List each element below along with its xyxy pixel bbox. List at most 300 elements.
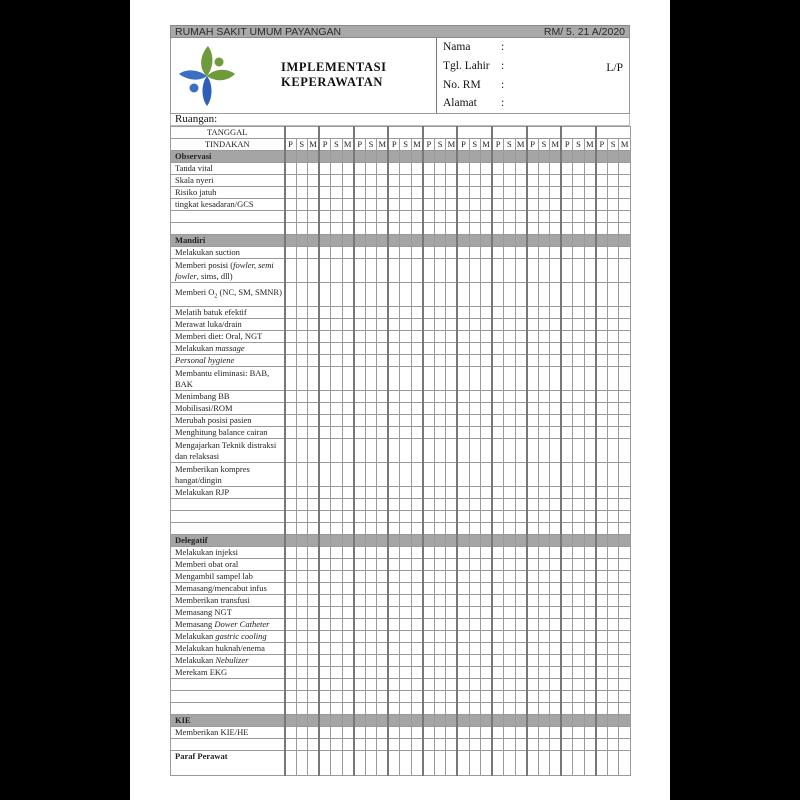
action-cell[interactable]	[561, 583, 573, 595]
empty-cell[interactable]	[584, 679, 596, 691]
empty-cell[interactable]	[584, 703, 596, 715]
action-cell[interactable]	[388, 163, 400, 175]
empty-cell[interactable]	[481, 499, 493, 511]
action-cell[interactable]	[619, 187, 631, 199]
action-cell[interactable]	[515, 199, 527, 211]
action-cell[interactable]	[527, 247, 539, 259]
action-cell[interactable]	[527, 607, 539, 619]
action-cell[interactable]	[411, 463, 423, 487]
action-cell[interactable]	[354, 631, 366, 643]
action-cell[interactable]	[400, 307, 412, 319]
action-cell[interactable]	[377, 343, 389, 355]
empty-cell[interactable]	[319, 499, 331, 511]
action-cell[interactable]	[584, 547, 596, 559]
action-cell[interactable]	[400, 607, 412, 619]
action-cell[interactable]	[584, 667, 596, 679]
action-cell[interactable]	[377, 175, 389, 187]
action-cell[interactable]	[607, 619, 619, 631]
action-cell[interactable]	[538, 247, 550, 259]
action-cell[interactable]	[423, 463, 435, 487]
action-cell[interactable]	[607, 391, 619, 403]
action-cell[interactable]	[515, 655, 527, 667]
empty-cell[interactable]	[481, 511, 493, 523]
empty-cell[interactable]	[331, 211, 343, 223]
signature-cell[interactable]	[527, 751, 539, 776]
empty-cell[interactable]	[550, 523, 562, 535]
action-cell[interactable]	[319, 463, 331, 487]
action-cell[interactable]	[377, 391, 389, 403]
empty-cell[interactable]	[504, 523, 516, 535]
empty-cell[interactable]	[423, 511, 435, 523]
action-cell[interactable]	[365, 307, 377, 319]
action-cell[interactable]	[308, 283, 320, 307]
signature-cell[interactable]	[481, 751, 493, 776]
empty-cell[interactable]	[319, 703, 331, 715]
action-cell[interactable]	[492, 331, 504, 343]
action-cell[interactable]	[285, 547, 297, 559]
action-cell[interactable]	[434, 163, 446, 175]
action-cell[interactable]	[481, 595, 493, 607]
action-cell[interactable]	[388, 655, 400, 667]
empty-cell[interactable]	[400, 739, 412, 751]
action-cell[interactable]	[504, 727, 516, 739]
action-cell[interactable]	[607, 187, 619, 199]
empty-cell[interactable]	[492, 691, 504, 703]
action-cell[interactable]	[285, 403, 297, 415]
action-cell[interactable]	[584, 619, 596, 631]
action-cell[interactable]	[481, 727, 493, 739]
action-cell[interactable]	[365, 607, 377, 619]
empty-cell[interactable]	[423, 211, 435, 223]
empty-cell[interactable]	[331, 739, 343, 751]
action-cell[interactable]	[504, 595, 516, 607]
action-cell[interactable]	[457, 355, 469, 367]
action-cell[interactable]	[446, 619, 458, 631]
action-cell[interactable]	[377, 643, 389, 655]
action-cell[interactable]	[550, 571, 562, 583]
action-cell[interactable]	[527, 727, 539, 739]
action-cell[interactable]	[365, 355, 377, 367]
empty-cell[interactable]	[550, 703, 562, 715]
action-cell[interactable]	[342, 439, 354, 463]
action-cell[interactable]	[538, 631, 550, 643]
action-cell[interactable]	[388, 187, 400, 199]
action-cell[interactable]	[446, 559, 458, 571]
action-cell[interactable]	[285, 307, 297, 319]
signature-cell[interactable]	[400, 751, 412, 776]
action-cell[interactable]	[492, 403, 504, 415]
empty-cell[interactable]	[492, 523, 504, 535]
empty-cell[interactable]	[561, 691, 573, 703]
action-cell[interactable]	[573, 283, 585, 307]
action-cell[interactable]	[365, 655, 377, 667]
signature-cell[interactable]	[607, 751, 619, 776]
empty-cell[interactable]	[492, 223, 504, 235]
action-cell[interactable]	[388, 463, 400, 487]
empty-cell[interactable]	[342, 739, 354, 751]
action-cell[interactable]	[285, 463, 297, 487]
date-cell[interactable]	[596, 127, 631, 139]
action-cell[interactable]	[434, 487, 446, 499]
action-cell[interactable]	[596, 307, 608, 319]
action-cell[interactable]	[423, 607, 435, 619]
action-cell[interactable]	[446, 343, 458, 355]
action-cell[interactable]	[308, 439, 320, 463]
empty-cell[interactable]	[434, 523, 446, 535]
action-cell[interactable]	[285, 391, 297, 403]
action-cell[interactable]	[365, 727, 377, 739]
empty-cell[interactable]	[308, 499, 320, 511]
action-cell[interactable]	[561, 559, 573, 571]
empty-cell[interactable]	[365, 511, 377, 523]
action-cell[interactable]	[308, 595, 320, 607]
action-cell[interactable]	[308, 655, 320, 667]
action-cell[interactable]	[354, 727, 366, 739]
empty-cell[interactable]	[342, 223, 354, 235]
empty-cell[interactable]	[619, 523, 631, 535]
empty-cell[interactable]	[538, 703, 550, 715]
action-cell[interactable]	[354, 259, 366, 283]
action-cell[interactable]	[400, 163, 412, 175]
action-cell[interactable]	[446, 259, 458, 283]
action-cell[interactable]	[492, 319, 504, 331]
action-cell[interactable]	[527, 571, 539, 583]
action-cell[interactable]	[446, 319, 458, 331]
action-cell[interactable]	[527, 631, 539, 643]
action-cell[interactable]	[411, 439, 423, 463]
action-cell[interactable]	[296, 667, 308, 679]
action-cell[interactable]	[469, 199, 481, 211]
action-cell[interactable]	[607, 427, 619, 439]
action-cell[interactable]	[550, 643, 562, 655]
action-cell[interactable]	[619, 331, 631, 343]
action-cell[interactable]	[515, 619, 527, 631]
action-cell[interactable]	[342, 463, 354, 487]
action-cell[interactable]	[319, 175, 331, 187]
action-cell[interactable]	[481, 643, 493, 655]
action-cell[interactable]	[331, 427, 343, 439]
action-cell[interactable]	[457, 631, 469, 643]
action-cell[interactable]	[400, 547, 412, 559]
action-cell[interactable]	[481, 319, 493, 331]
action-cell[interactable]	[504, 607, 516, 619]
empty-cell[interactable]	[388, 511, 400, 523]
action-cell[interactable]	[308, 415, 320, 427]
action-cell[interactable]	[377, 487, 389, 499]
action-cell[interactable]	[411, 667, 423, 679]
action-cell[interactable]	[584, 631, 596, 643]
action-cell[interactable]	[469, 391, 481, 403]
action-cell[interactable]	[331, 547, 343, 559]
action-cell[interactable]	[296, 547, 308, 559]
action-cell[interactable]	[527, 391, 539, 403]
empty-cell[interactable]	[596, 679, 608, 691]
empty-cell[interactable]	[619, 679, 631, 691]
action-cell[interactable]	[457, 607, 469, 619]
action-cell[interactable]	[469, 355, 481, 367]
action-cell[interactable]	[527, 367, 539, 391]
action-cell[interactable]	[550, 487, 562, 499]
action-cell[interactable]	[584, 487, 596, 499]
action-cell[interactable]	[573, 487, 585, 499]
action-cell[interactable]	[331, 667, 343, 679]
empty-cell[interactable]	[504, 679, 516, 691]
action-cell[interactable]	[481, 367, 493, 391]
action-cell[interactable]	[504, 259, 516, 283]
action-cell[interactable]	[377, 595, 389, 607]
action-cell[interactable]	[400, 631, 412, 643]
action-cell[interactable]	[619, 655, 631, 667]
action-cell[interactable]	[469, 547, 481, 559]
action-cell[interactable]	[561, 343, 573, 355]
empty-cell[interactable]	[342, 511, 354, 523]
action-cell[interactable]	[504, 175, 516, 187]
action-cell[interactable]	[377, 331, 389, 343]
action-cell[interactable]	[538, 583, 550, 595]
action-cell[interactable]	[527, 583, 539, 595]
action-cell[interactable]	[515, 163, 527, 175]
action-cell[interactable]	[400, 343, 412, 355]
action-cell[interactable]	[457, 367, 469, 391]
action-cell[interactable]	[550, 355, 562, 367]
action-cell[interactable]	[457, 667, 469, 679]
action-cell[interactable]	[561, 175, 573, 187]
action-cell[interactable]	[365, 259, 377, 283]
action-cell[interactable]	[296, 727, 308, 739]
action-cell[interactable]	[573, 355, 585, 367]
empty-label[interactable]	[171, 499, 285, 511]
action-cell[interactable]	[550, 199, 562, 211]
action-cell[interactable]	[411, 415, 423, 427]
empty-cell[interactable]	[457, 511, 469, 523]
action-cell[interactable]	[434, 259, 446, 283]
action-cell[interactable]	[584, 559, 596, 571]
action-cell[interactable]	[481, 391, 493, 403]
action-cell[interactable]	[388, 415, 400, 427]
action-cell[interactable]	[365, 619, 377, 631]
action-cell[interactable]	[285, 727, 297, 739]
action-cell[interactable]	[342, 283, 354, 307]
action-cell[interactable]	[561, 727, 573, 739]
action-cell[interactable]	[411, 607, 423, 619]
action-cell[interactable]	[388, 175, 400, 187]
action-cell[interactable]	[400, 559, 412, 571]
action-cell[interactable]	[538, 667, 550, 679]
action-cell[interactable]	[584, 355, 596, 367]
action-cell[interactable]	[365, 559, 377, 571]
action-cell[interactable]	[354, 343, 366, 355]
empty-cell[interactable]	[481, 523, 493, 535]
action-cell[interactable]	[285, 607, 297, 619]
action-cell[interactable]	[492, 427, 504, 439]
empty-cell[interactable]	[411, 739, 423, 751]
empty-cell[interactable]	[285, 223, 297, 235]
action-cell[interactable]	[354, 643, 366, 655]
action-cell[interactable]	[515, 667, 527, 679]
empty-cell[interactable]	[504, 703, 516, 715]
empty-cell[interactable]	[573, 679, 585, 691]
empty-cell[interactable]	[584, 691, 596, 703]
action-cell[interactable]	[515, 415, 527, 427]
action-cell[interactable]	[469, 439, 481, 463]
action-cell[interactable]	[377, 355, 389, 367]
action-cell[interactable]	[434, 283, 446, 307]
action-cell[interactable]	[481, 559, 493, 571]
action-cell[interactable]	[492, 367, 504, 391]
action-cell[interactable]	[411, 619, 423, 631]
action-cell[interactable]	[457, 415, 469, 427]
action-cell[interactable]	[481, 547, 493, 559]
action-cell[interactable]	[354, 283, 366, 307]
action-cell[interactable]	[342, 547, 354, 559]
action-cell[interactable]	[457, 559, 469, 571]
action-cell[interactable]	[492, 631, 504, 643]
action-cell[interactable]	[342, 163, 354, 175]
action-cell[interactable]	[365, 571, 377, 583]
action-cell[interactable]	[400, 487, 412, 499]
action-cell[interactable]	[573, 571, 585, 583]
signature-cell[interactable]	[619, 751, 631, 776]
action-cell[interactable]	[550, 403, 562, 415]
action-cell[interactable]	[584, 655, 596, 667]
action-cell[interactable]	[538, 463, 550, 487]
action-cell[interactable]	[354, 331, 366, 343]
action-cell[interactable]	[481, 403, 493, 415]
action-cell[interactable]	[296, 163, 308, 175]
action-cell[interactable]	[492, 463, 504, 487]
action-cell[interactable]	[365, 595, 377, 607]
action-cell[interactable]	[584, 283, 596, 307]
action-cell[interactable]	[354, 667, 366, 679]
action-cell[interactable]	[411, 427, 423, 439]
action-cell[interactable]	[285, 583, 297, 595]
empty-cell[interactable]	[492, 703, 504, 715]
action-cell[interactable]	[481, 199, 493, 211]
action-cell[interactable]	[457, 595, 469, 607]
action-cell[interactable]	[423, 595, 435, 607]
action-cell[interactable]	[469, 631, 481, 643]
action-cell[interactable]	[515, 571, 527, 583]
action-cell[interactable]	[354, 595, 366, 607]
empty-cell[interactable]	[434, 223, 446, 235]
action-cell[interactable]	[365, 583, 377, 595]
action-cell[interactable]	[538, 307, 550, 319]
action-cell[interactable]	[400, 415, 412, 427]
action-cell[interactable]	[504, 355, 516, 367]
empty-cell[interactable]	[607, 691, 619, 703]
action-cell[interactable]	[492, 259, 504, 283]
empty-cell[interactable]	[434, 739, 446, 751]
empty-cell[interactable]	[400, 499, 412, 511]
action-cell[interactable]	[400, 391, 412, 403]
action-cell[interactable]	[550, 595, 562, 607]
signature-cell[interactable]	[296, 751, 308, 776]
action-cell[interactable]	[619, 487, 631, 499]
action-cell[interactable]	[469, 667, 481, 679]
action-cell[interactable]	[331, 391, 343, 403]
action-cell[interactable]	[411, 655, 423, 667]
empty-label[interactable]	[171, 511, 285, 523]
empty-cell[interactable]	[411, 523, 423, 535]
action-cell[interactable]	[342, 727, 354, 739]
action-cell[interactable]	[504, 631, 516, 643]
action-cell[interactable]	[619, 727, 631, 739]
action-cell[interactable]	[423, 355, 435, 367]
action-cell[interactable]	[331, 247, 343, 259]
action-cell[interactable]	[354, 355, 366, 367]
action-cell[interactable]	[446, 607, 458, 619]
empty-cell[interactable]	[388, 499, 400, 511]
action-cell[interactable]	[411, 343, 423, 355]
action-cell[interactable]	[619, 559, 631, 571]
action-cell[interactable]	[538, 343, 550, 355]
empty-cell[interactable]	[319, 523, 331, 535]
action-cell[interactable]	[342, 619, 354, 631]
action-cell[interactable]	[434, 307, 446, 319]
action-cell[interactable]	[504, 199, 516, 211]
action-cell[interactable]	[550, 391, 562, 403]
action-cell[interactable]	[619, 403, 631, 415]
empty-cell[interactable]	[492, 679, 504, 691]
signature-cell[interactable]	[457, 751, 469, 776]
action-cell[interactable]	[400, 619, 412, 631]
action-cell[interactable]	[469, 247, 481, 259]
action-cell[interactable]	[411, 307, 423, 319]
action-cell[interactable]	[573, 391, 585, 403]
action-cell[interactable]	[296, 331, 308, 343]
action-cell[interactable]	[515, 427, 527, 439]
empty-cell[interactable]	[457, 223, 469, 235]
empty-cell[interactable]	[434, 211, 446, 223]
action-cell[interactable]	[319, 367, 331, 391]
action-cell[interactable]	[365, 631, 377, 643]
empty-cell[interactable]	[481, 211, 493, 223]
action-cell[interactable]	[434, 643, 446, 655]
empty-cell[interactable]	[342, 703, 354, 715]
empty-cell[interactable]	[527, 223, 539, 235]
action-cell[interactable]	[296, 631, 308, 643]
action-cell[interactable]	[550, 319, 562, 331]
action-cell[interactable]	[354, 199, 366, 211]
action-cell[interactable]	[446, 631, 458, 643]
empty-cell[interactable]	[527, 691, 539, 703]
action-cell[interactable]	[388, 667, 400, 679]
action-cell[interactable]	[561, 487, 573, 499]
empty-cell[interactable]	[319, 739, 331, 751]
action-cell[interactable]	[527, 187, 539, 199]
action-cell[interactable]	[492, 487, 504, 499]
empty-cell[interactable]	[504, 223, 516, 235]
signature-cell[interactable]	[550, 751, 562, 776]
action-cell[interactable]	[596, 439, 608, 463]
empty-cell[interactable]	[481, 703, 493, 715]
action-cell[interactable]	[388, 391, 400, 403]
action-cell[interactable]	[308, 727, 320, 739]
action-cell[interactable]	[285, 247, 297, 259]
empty-cell[interactable]	[492, 499, 504, 511]
action-cell[interactable]	[331, 175, 343, 187]
empty-cell[interactable]	[527, 511, 539, 523]
empty-cell[interactable]	[319, 223, 331, 235]
action-cell[interactable]	[354, 559, 366, 571]
action-cell[interactable]	[584, 187, 596, 199]
action-cell[interactable]	[342, 367, 354, 391]
action-cell[interactable]	[354, 571, 366, 583]
empty-cell[interactable]	[377, 499, 389, 511]
action-cell[interactable]	[527, 595, 539, 607]
action-cell[interactable]	[319, 655, 331, 667]
action-cell[interactable]	[296, 595, 308, 607]
